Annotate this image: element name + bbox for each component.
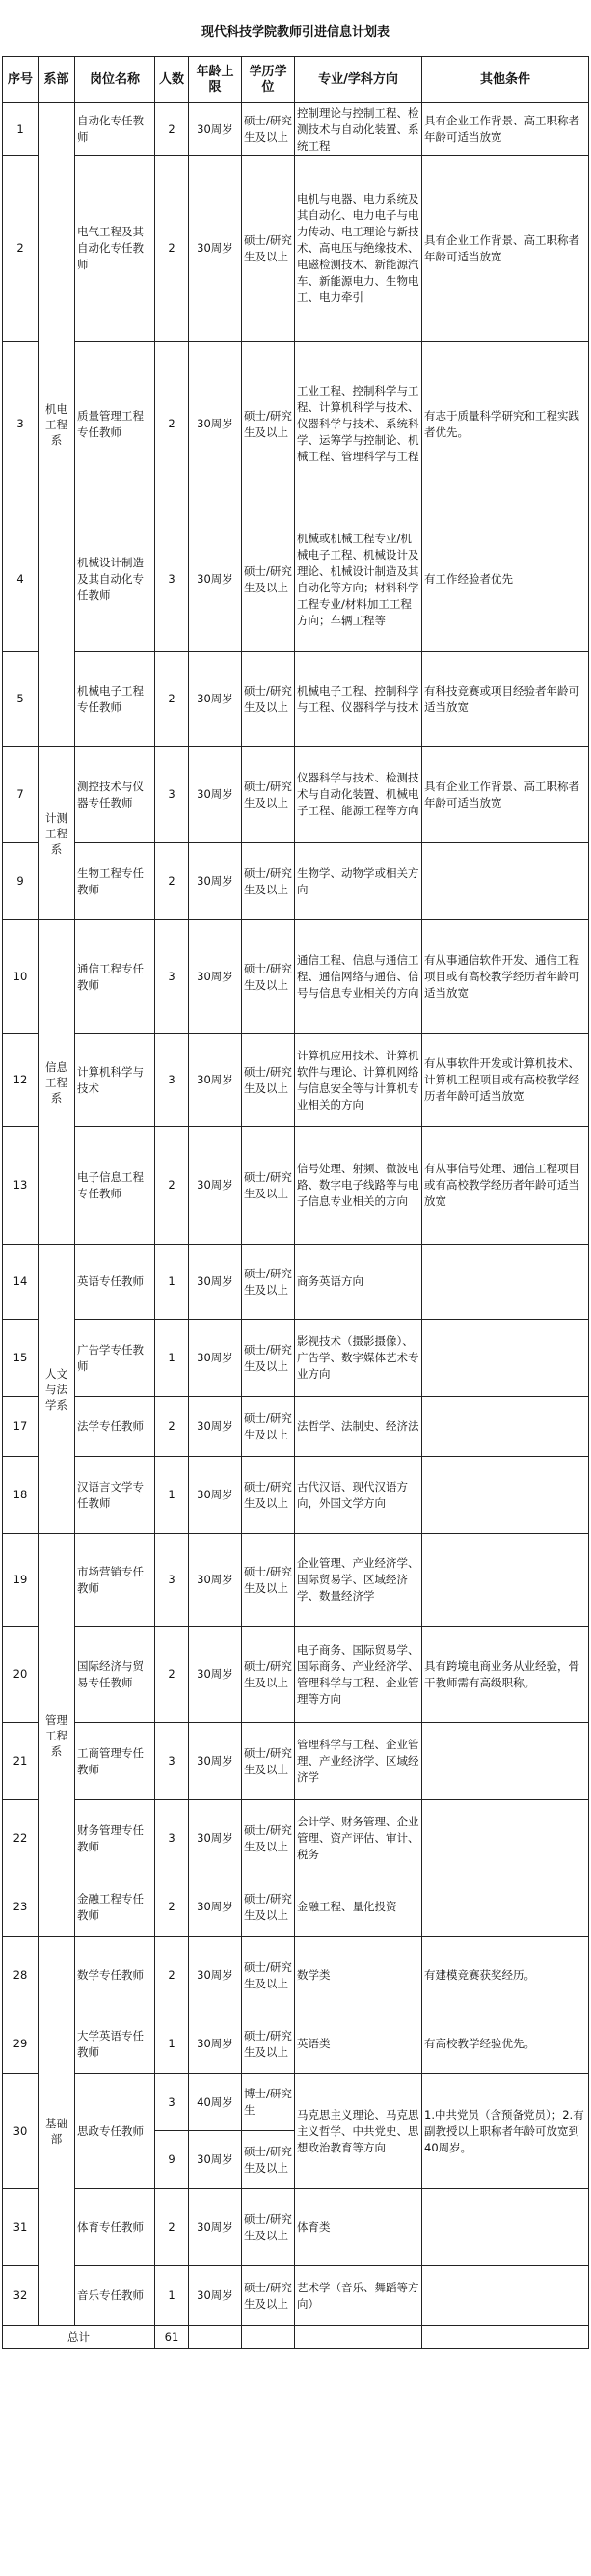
row-position: 机械设计制造及其自动化专任教师 xyxy=(75,507,155,652)
row-edu: 硕士/研究生及以上 xyxy=(242,1723,295,1800)
header-count: 人数 xyxy=(155,57,189,103)
row-no: 4 xyxy=(3,507,39,652)
row-edu: 硕士/研究生及以上 xyxy=(242,1245,295,1320)
row-age: 30周岁 xyxy=(189,342,242,507)
row-position: 体育专任教师 xyxy=(75,2189,155,2266)
row-edu: 硕士/研究生及以上 xyxy=(242,103,295,156)
table-row xyxy=(3,342,589,507)
row-edu: 硕士/研究生及以上 xyxy=(242,2131,295,2189)
table-row xyxy=(3,1320,589,1397)
row-count: 2 xyxy=(155,1127,189,1245)
row-count: 2 xyxy=(155,103,189,156)
row-edu: 硕士/研究生及以上 xyxy=(242,342,295,507)
row-other xyxy=(422,1245,589,1320)
row-age: 30周岁 xyxy=(189,843,242,920)
row-no: 3 xyxy=(3,342,39,507)
row-count: 3 xyxy=(155,1534,189,1627)
row-no: 14 xyxy=(3,1245,39,1320)
row-count: 3 xyxy=(155,1800,189,1877)
table-row xyxy=(3,507,589,652)
row-age: 30周岁 xyxy=(189,2189,242,2266)
row-age: 30周岁 xyxy=(189,1534,242,1627)
row-other xyxy=(422,1534,589,1627)
row-edu: 硕士/研究生及以上 xyxy=(242,747,295,843)
row-count: 3 xyxy=(155,2074,189,2131)
row-age: 30周岁 xyxy=(189,507,242,652)
row-edu: 硕士/研究生及以上 xyxy=(242,1877,295,1937)
row-other: 有从事通信软件开发、通信工程项目或有高校教学经历者年龄可适当放宽 xyxy=(422,920,589,1034)
row-edu: 硕士/研究生及以上 xyxy=(242,843,295,920)
row-other xyxy=(422,2266,589,2326)
row-no: 22 xyxy=(3,1800,39,1877)
row-major: 机械电子工程、控制科学与工程、仪器科学与技术 xyxy=(295,652,422,747)
row-edu: 博士/研究生 xyxy=(242,2074,295,2131)
table-row xyxy=(3,1127,589,1245)
row-no: 10 xyxy=(3,920,39,1034)
row-position: 国际经济与贸易专任教师 xyxy=(75,1627,155,1723)
row-position: 计算机科学与技术 xyxy=(75,1034,155,1127)
row-age: 30周岁 xyxy=(189,2131,242,2189)
row-age: 30周岁 xyxy=(189,103,242,156)
row-no: 18 xyxy=(3,1457,39,1534)
row-age: 30周岁 xyxy=(189,1723,242,1800)
row-major: 企业管理、产业经济学、国际贸易学、区域经济学、数量经济学 xyxy=(295,1534,422,1627)
table-row xyxy=(3,2014,589,2074)
row-edu: 硕士/研究生及以上 xyxy=(242,1800,295,1877)
row-major: 会计学、财务管理、企业管理、资产评估、审计、税务 xyxy=(295,1800,422,1877)
row-age: 30周岁 xyxy=(189,747,242,843)
row-major: 古代汉语、现代汉语方向，外国文学方向 xyxy=(295,1457,422,1534)
row-major: 管理科学与工程、企业管理、产业经济学、区域经济学 xyxy=(295,1723,422,1800)
row-position: 质量管理工程专任教师 xyxy=(75,342,155,507)
header-row xyxy=(3,57,589,103)
row-position: 财务管理专任教师 xyxy=(75,1800,155,1877)
row-position: 工商管理专任教师 xyxy=(75,1723,155,1800)
table-row xyxy=(3,2074,589,2131)
table-row xyxy=(3,920,589,1034)
total-empty xyxy=(295,2326,422,2349)
row-other: 具有企业工作背景、高工职称者年龄可适当放宽 xyxy=(422,747,589,843)
table-row xyxy=(3,1800,589,1877)
row-position: 广告学专任教师 xyxy=(75,1320,155,1397)
table-row xyxy=(3,1034,589,1127)
row-count: 3 xyxy=(155,507,189,652)
row-major: 电子商务、国际贸易学、国际商务、产业经济学、管理科学与工程、企业管理等方向 xyxy=(295,1627,422,1723)
row-count: 2 xyxy=(155,1627,189,1723)
row-no: 20 xyxy=(3,1627,39,1723)
row-age: 30周岁 xyxy=(189,1457,242,1534)
row-other xyxy=(422,1397,589,1457)
row-count: 2 xyxy=(155,342,189,507)
row-other: 有从事软件开发或计算机技术、计算机工程项目或有高校教学经历者年龄可适当放宽 xyxy=(422,1034,589,1127)
row-major: 机械或机械工程专业/机械电子工程、机械设计及理论、机械设计制造及其自动化等方向；材料科学工程专业/材料加工工程方向；车辆工程等 xyxy=(295,507,422,652)
row-count: 1 xyxy=(155,1457,189,1534)
row-count: 2 xyxy=(155,1877,189,1937)
dept-cell: 人文与法学系 xyxy=(39,1245,75,1534)
row-no: 9 xyxy=(3,843,39,920)
table-row xyxy=(3,843,589,920)
row-major: 英语类 xyxy=(295,2014,422,2074)
row-other: 有高校教学经验优先。 xyxy=(422,2014,589,2074)
row-position: 思政专任教师 xyxy=(75,2074,155,2189)
row-count: 1 xyxy=(155,2266,189,2326)
dept-cell: 管理工程系 xyxy=(39,1534,75,1937)
total-count: 61 xyxy=(155,2326,189,2349)
row-other xyxy=(422,843,589,920)
row-edu: 硕士/研究生及以上 xyxy=(242,652,295,747)
table-row xyxy=(3,1457,589,1534)
row-position: 电气工程及其自动化专任教师 xyxy=(75,156,155,342)
row-major: 生物学、动物学或相关方向 xyxy=(295,843,422,920)
row-no: 12 xyxy=(3,1034,39,1127)
row-position: 音乐专任教师 xyxy=(75,2266,155,2326)
table-row xyxy=(3,2189,589,2266)
row-age: 30周岁 xyxy=(189,156,242,342)
row-major: 马克思主义理论、马克思主义哲学、中共党史、思想政治教育等方向 xyxy=(295,2074,422,2189)
row-count: 1 xyxy=(155,1320,189,1397)
row-position: 法学专任教师 xyxy=(75,1397,155,1457)
page-title: 现代科技学院教师引进信息计划表 xyxy=(201,25,390,40)
row-major: 影视技术（摄影摄像）、广告学、数字媒体艺术专业方向 xyxy=(295,1320,422,1397)
row-age: 30周岁 xyxy=(189,1877,242,1937)
row-major: 体育类 xyxy=(295,2189,422,2266)
row-other: 有从事信号处理、通信工程项目或有高校教学经历者年龄可适当放宽 xyxy=(422,1127,589,1245)
row-position: 自动化专任教师 xyxy=(75,103,155,156)
row-other xyxy=(422,1877,589,1937)
header-other: 其他条件 xyxy=(422,57,589,103)
row-count: 2 xyxy=(155,652,189,747)
row-major: 信号处理、射频、微波电路、数字电子线路等与电子信息专业相关的方向 xyxy=(295,1127,422,1245)
row-major: 电机与电器、电力系统及其自动化、电力电子与电力传动、电工理论与新技术、高电压与绝缘技术、电磁检测技术、新能源汽车、新能源电力、生物电工、电力牵引 xyxy=(295,156,422,342)
dept-cell: 基础部 xyxy=(39,1937,75,2326)
row-age: 30周岁 xyxy=(189,2266,242,2326)
row-edu: 硕士/研究生及以上 xyxy=(242,2189,295,2266)
table-row xyxy=(3,1627,589,1723)
row-age: 30周岁 xyxy=(189,1245,242,1320)
row-major: 通信工程、信息与通信工程、通信网络与通信、信号与信息专业相关的方向 xyxy=(295,920,422,1034)
row-no: 2 xyxy=(3,156,39,342)
row-other: 具有企业工作背景、高工职称者年龄可适当放宽 xyxy=(422,103,589,156)
table-row xyxy=(3,103,589,156)
row-no: 19 xyxy=(3,1534,39,1627)
row-position: 数学专任教师 xyxy=(75,1937,155,2014)
row-edu: 硕士/研究生及以上 xyxy=(242,1320,295,1397)
row-age: 30周岁 xyxy=(189,1627,242,1723)
header-major: 专业/学科方向 xyxy=(295,57,422,103)
table-row xyxy=(3,2266,589,2326)
table-row xyxy=(3,1397,589,1457)
row-major: 金融工程、量化投资 xyxy=(295,1877,422,1937)
row-count: 3 xyxy=(155,920,189,1034)
row-no: 29 xyxy=(3,2014,39,2074)
row-no: 13 xyxy=(3,1127,39,1245)
row-edu: 硕士/研究生及以上 xyxy=(242,2266,295,2326)
row-edu: 硕士/研究生及以上 xyxy=(242,1397,295,1457)
row-no: 1 xyxy=(3,103,39,156)
row-other: 有工作经验者优先 xyxy=(422,507,589,652)
row-major: 工业工程、控制科学与工程、计算机科学与技术、仪器科学与技术、系统科学、运筹学与控制论、机械工程、管理科学与工程 xyxy=(295,342,422,507)
table-row xyxy=(3,156,589,342)
row-major: 仪器科学与技术、检测技术与自动化装置、机械电子工程、能源工程等方向 xyxy=(295,747,422,843)
row-age: 30周岁 xyxy=(189,2014,242,2074)
table-row xyxy=(3,652,589,747)
row-count: 3 xyxy=(155,1034,189,1127)
row-count: 2 xyxy=(155,156,189,342)
table-row xyxy=(3,747,589,843)
dept-cell: 信息工程系 xyxy=(39,920,75,1245)
row-edu: 硕士/研究生及以上 xyxy=(242,1627,295,1723)
header-edu: 学历学位 xyxy=(242,57,295,103)
row-other xyxy=(422,1320,589,1397)
row-age: 30周岁 xyxy=(189,1800,242,1877)
row-age: 30周岁 xyxy=(189,1127,242,1245)
row-no: 30 xyxy=(3,2074,39,2189)
row-edu: 硕士/研究生及以上 xyxy=(242,156,295,342)
total-label: 总计 xyxy=(3,2326,155,2349)
row-count: 1 xyxy=(155,2014,189,2074)
recruitment-table xyxy=(2,56,589,2349)
row-position: 机械电子工程专任教师 xyxy=(75,652,155,747)
row-edu: 硕士/研究生及以上 xyxy=(242,507,295,652)
row-other xyxy=(422,1723,589,1800)
row-other xyxy=(422,1800,589,1877)
row-count: 2 xyxy=(155,2189,189,2266)
row-edu: 硕士/研究生及以上 xyxy=(242,1034,295,1127)
row-major: 商务英语方向 xyxy=(295,1245,422,1320)
total-empty xyxy=(242,2326,295,2349)
row-no: 7 xyxy=(3,747,39,843)
row-no: 15 xyxy=(3,1320,39,1397)
row-no: 17 xyxy=(3,1397,39,1457)
row-count: 2 xyxy=(155,1397,189,1457)
row-other: 具有企业工作背景、高工职称者年龄可适当放宽 xyxy=(422,156,589,342)
row-position: 通信工程专任教师 xyxy=(75,920,155,1034)
row-position: 金融工程专任教师 xyxy=(75,1877,155,1937)
row-position: 电子信息工程专任教师 xyxy=(75,1127,155,1245)
row-major: 数学类 xyxy=(295,1937,422,2014)
dept-cell: 机电工程系 xyxy=(39,103,75,747)
total-row xyxy=(3,2326,589,2349)
row-age: 40周岁 xyxy=(189,2074,242,2131)
row-position: 测控技术与仪器专任教师 xyxy=(75,747,155,843)
row-no: 21 xyxy=(3,1723,39,1800)
row-position: 大学英语专任教师 xyxy=(75,2014,155,2074)
row-other xyxy=(422,1457,589,1534)
header-position: 岗位名称 xyxy=(75,57,155,103)
row-age: 30周岁 xyxy=(189,1937,242,2014)
row-major: 计算机应用技术、计算机软件与理论、计算机网络与信息安全等与计算机专业相关的方向 xyxy=(295,1034,422,1127)
row-other: 有建模竞赛获奖经历。 xyxy=(422,1937,589,2014)
row-edu: 硕士/研究生及以上 xyxy=(242,920,295,1034)
row-other: 1.中共党员（含预备党员）；2.有副教授以上职称者年龄可放宽到40周岁。 xyxy=(422,2074,589,2189)
table-row xyxy=(3,1937,589,2014)
row-no: 23 xyxy=(3,1877,39,1937)
table-row xyxy=(3,1245,589,1320)
row-age: 30周岁 xyxy=(189,1397,242,1457)
row-edu: 硕士/研究生及以上 xyxy=(242,1534,295,1627)
row-count: 9 xyxy=(155,2131,189,2189)
table-row xyxy=(3,1877,589,1937)
row-major: 法哲学、法制史、经济法 xyxy=(295,1397,422,1457)
row-no: 28 xyxy=(3,1937,39,2014)
table-row xyxy=(3,1723,589,1800)
row-edu: 硕士/研究生及以上 xyxy=(242,2014,295,2074)
row-age: 30周岁 xyxy=(189,1034,242,1127)
row-age: 30周岁 xyxy=(189,652,242,747)
row-edu: 硕士/研究生及以上 xyxy=(242,1937,295,2014)
row-no: 32 xyxy=(3,2266,39,2326)
row-position: 英语专任教师 xyxy=(75,1245,155,1320)
row-other: 有科技竞赛或项目经验者年龄可适当放宽 xyxy=(422,652,589,747)
row-count: 1 xyxy=(155,1245,189,1320)
row-count: 3 xyxy=(155,1723,189,1800)
row-position: 生物工程专任教师 xyxy=(75,843,155,920)
row-count: 3 xyxy=(155,747,189,843)
dept-cell: 计测工程系 xyxy=(39,747,75,920)
total-empty xyxy=(189,2326,242,2349)
row-position: 汉语言文学专任教师 xyxy=(75,1457,155,1534)
header-age: 年龄上限 xyxy=(189,57,242,103)
row-position: 市场营销专任教师 xyxy=(75,1534,155,1627)
header-no: 序号 xyxy=(3,57,39,103)
header-dept: 系部 xyxy=(39,57,75,103)
row-major: 控制理论与控制工程、检测技术与自动化装置、系统工程 xyxy=(295,103,422,156)
row-count: 2 xyxy=(155,843,189,920)
table-row xyxy=(3,1534,589,1627)
row-count: 2 xyxy=(155,1937,189,2014)
row-no: 31 xyxy=(3,2189,39,2266)
row-edu: 硕士/研究生及以上 xyxy=(242,1127,295,1245)
row-other: 具有跨境电商业务从业经验，骨干教师需有高级职称。 xyxy=(422,1627,589,1723)
row-other: 有志于质量科学研究和工程实践者优先。 xyxy=(422,342,589,507)
row-edu: 硕士/研究生及以上 xyxy=(242,1457,295,1534)
row-major: 艺术学（音乐、舞蹈等方向） xyxy=(295,2266,422,2326)
row-age: 30周岁 xyxy=(189,1320,242,1397)
row-no: 5 xyxy=(3,652,39,747)
total-empty xyxy=(422,2326,589,2349)
row-other xyxy=(422,2189,589,2266)
row-age: 30周岁 xyxy=(189,920,242,1034)
